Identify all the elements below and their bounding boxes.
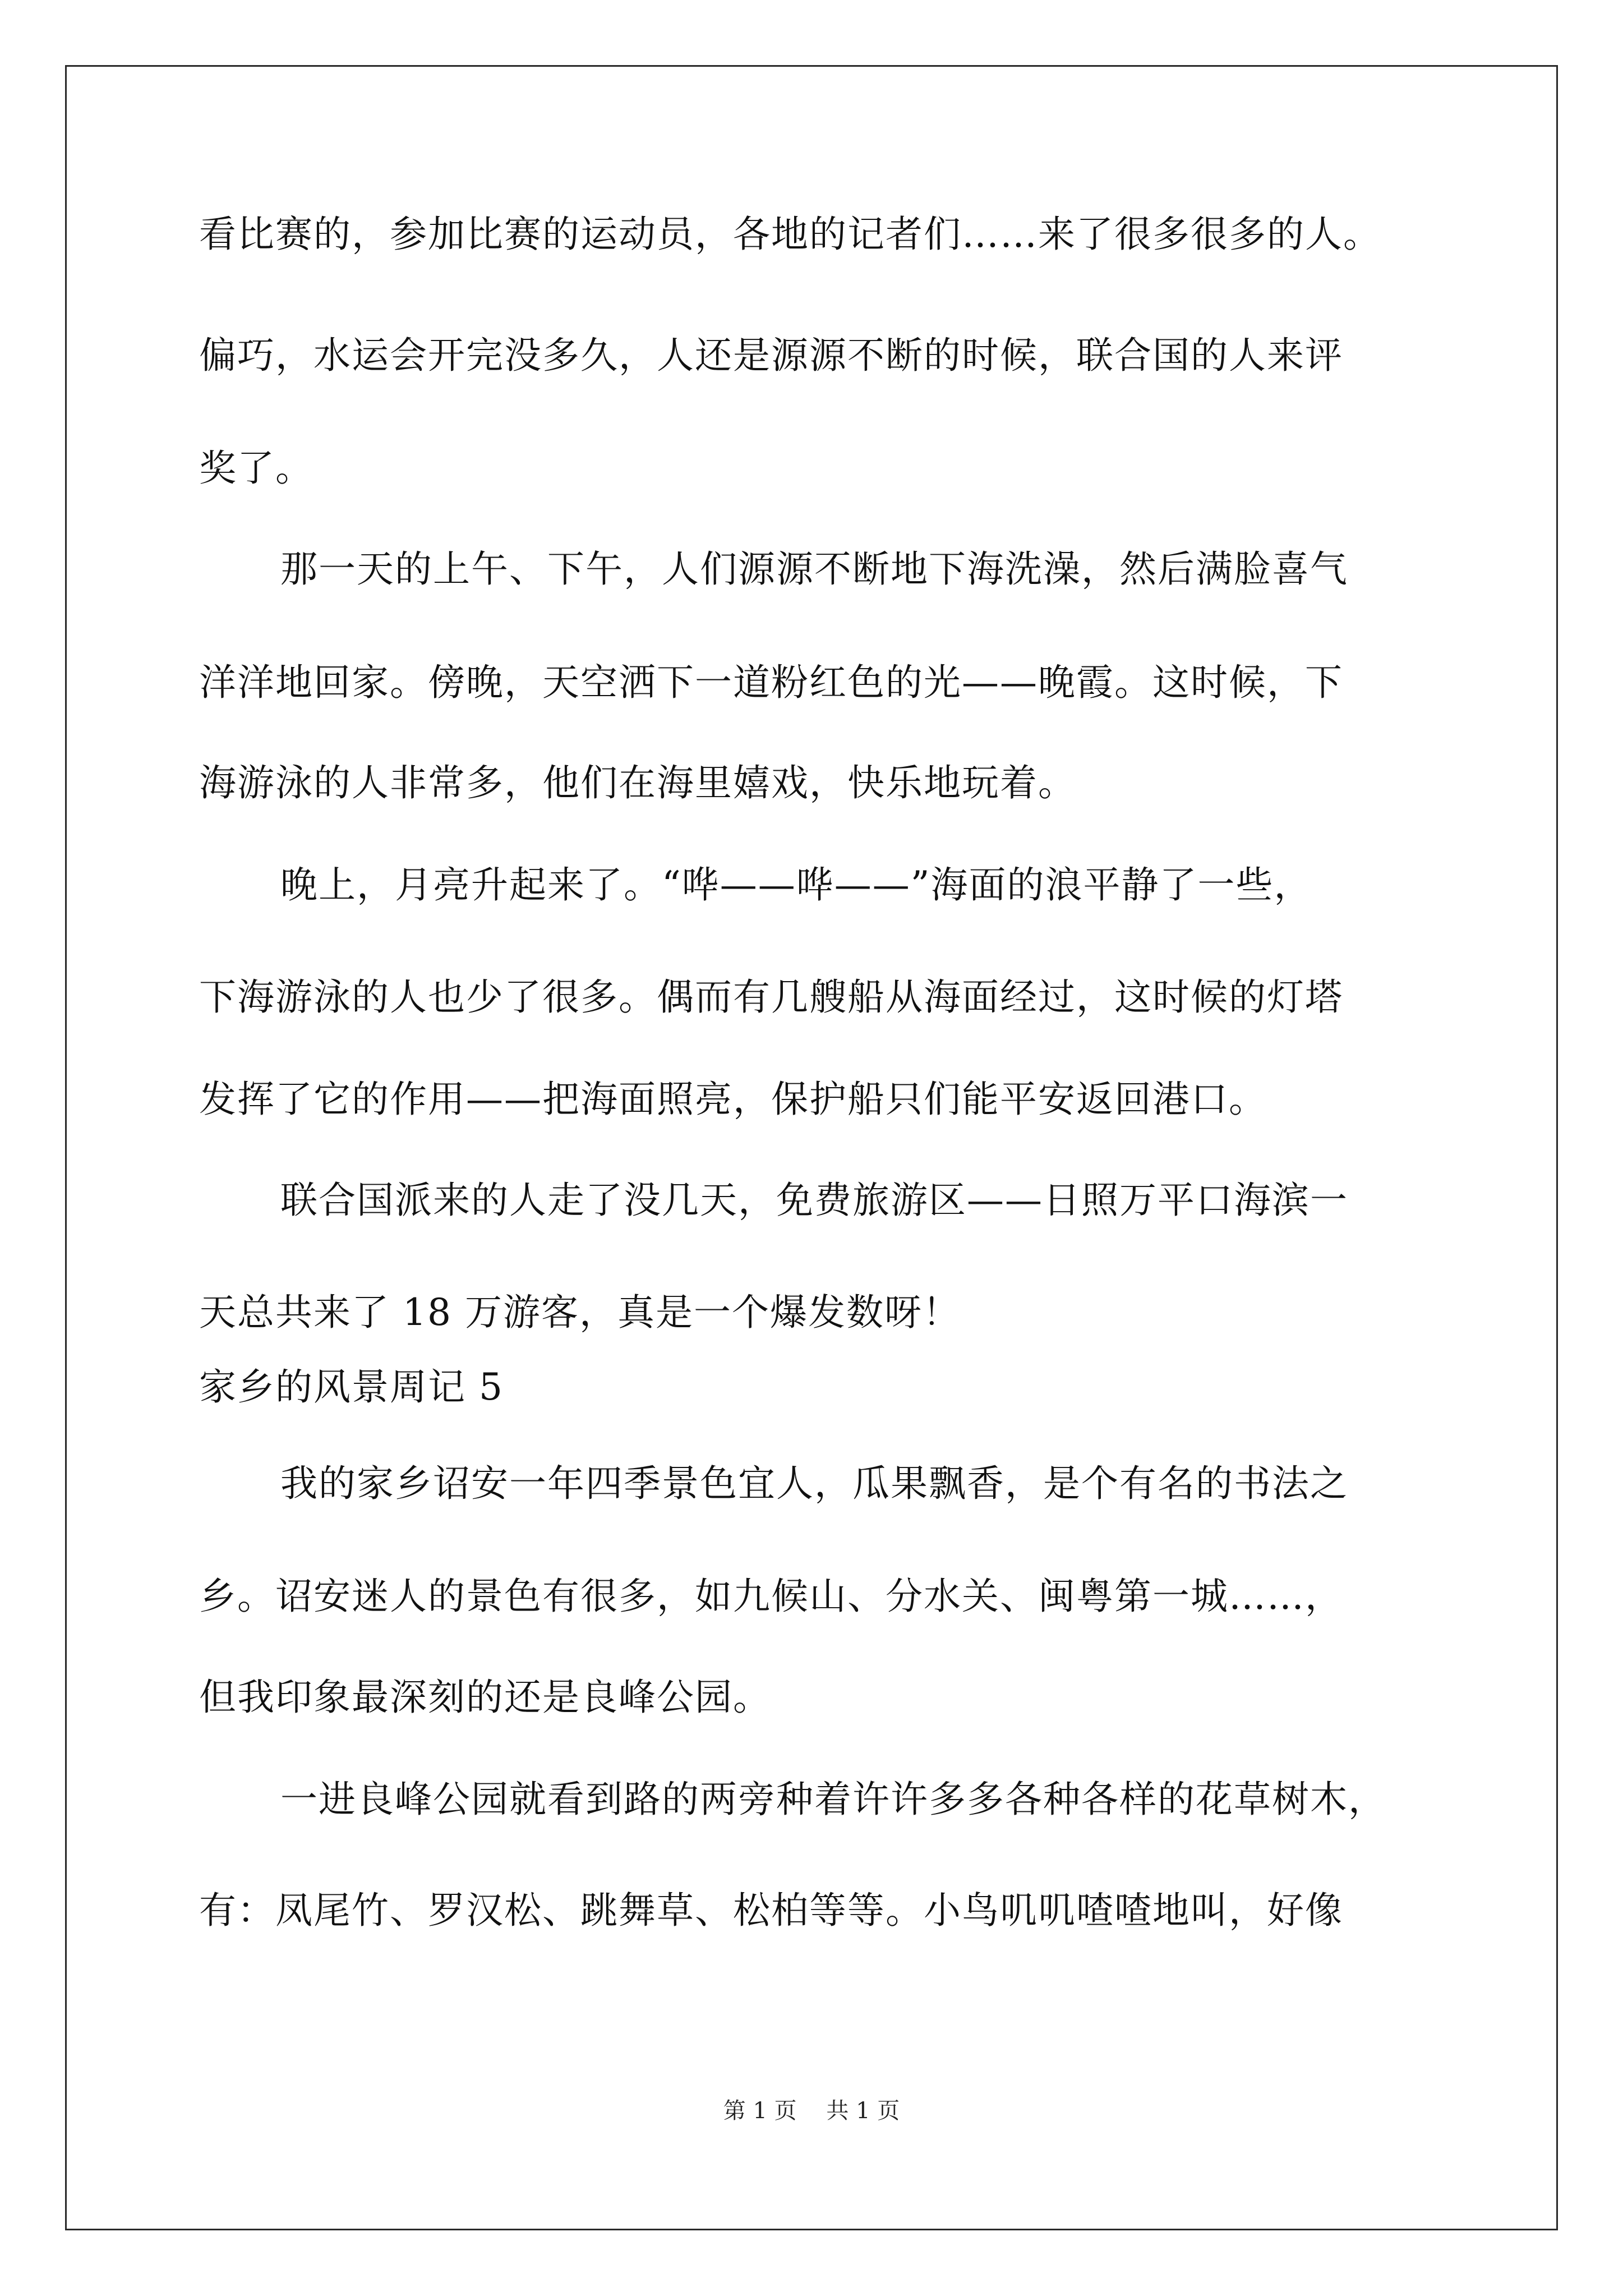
body-line-4: 那一天的上午、下午，人们源源不断地下海洗澡，然后满脸喜气 [280, 547, 1348, 591]
body-line-15: 一进良峰公园就看到路的两旁种着许许多多各种各样的花草树木， [280, 1778, 1386, 1821]
body-line-10: 联合国派来的人走了没几天，免费旅游区——日照万平口海滨一 [280, 1179, 1348, 1222]
body-line-8: 下海游泳的人也少了很多。偶而有几艘船从海面经过，这时候的灯塔 [199, 976, 1343, 1019]
page-number-total: 共 1 页 [826, 2098, 900, 2124]
section-heading: 家乡的风景周记 5 [199, 1365, 504, 1409]
body-line-3: 奖了。 [199, 447, 313, 490]
body-line-14: 但我印象最深刻的还是良峰公园。 [199, 1676, 771, 1719]
body-line-13: 乡。诏安迷人的景色有很多，如九候山、分水关、闽粤第一城……， [199, 1575, 1343, 1618]
body-line-6: 海游泳的人非常多，他们在海里嬉戏，快乐地玩着。 [199, 761, 1076, 804]
body-line-9: 发挥了它的作用——把海面照亮，保护船只们能平安返回港口。 [199, 1078, 1267, 1121]
body-line-1: 看比赛的，参加比赛的运动员，各地的记者们……来了很多很多的人。 [199, 213, 1381, 256]
body-line-2: 偏巧，水运会开完没多久，人还是源源不断的时候，联合国的人来评 [199, 334, 1343, 377]
body-line-11: 天总共来了 18 万游客，真是一个爆发数呀！ [199, 1291, 961, 1334]
body-line-16: 有：凤尾竹、罗汉松、跳舞草、松柏等等。小鸟叽叽喳喳地叫，好像 [199, 1889, 1343, 1932]
body-line-7: 晚上，月亮升起来了。“哗——哗——”海面的浪平静了一些， [280, 863, 1312, 907]
body-line-12: 我的家乡诏安一年四季景色宜人，瓜果飘香，是个有名的书法之 [280, 1462, 1348, 1505]
body-line-5: 洋洋地回家。傍晚，天空洒下一道粉红色的光——晚霞。这时候，下 [199, 661, 1343, 704]
page-number-current: 第 1 页 [723, 2098, 797, 2124]
page-footer [0, 2097, 1623, 2125]
